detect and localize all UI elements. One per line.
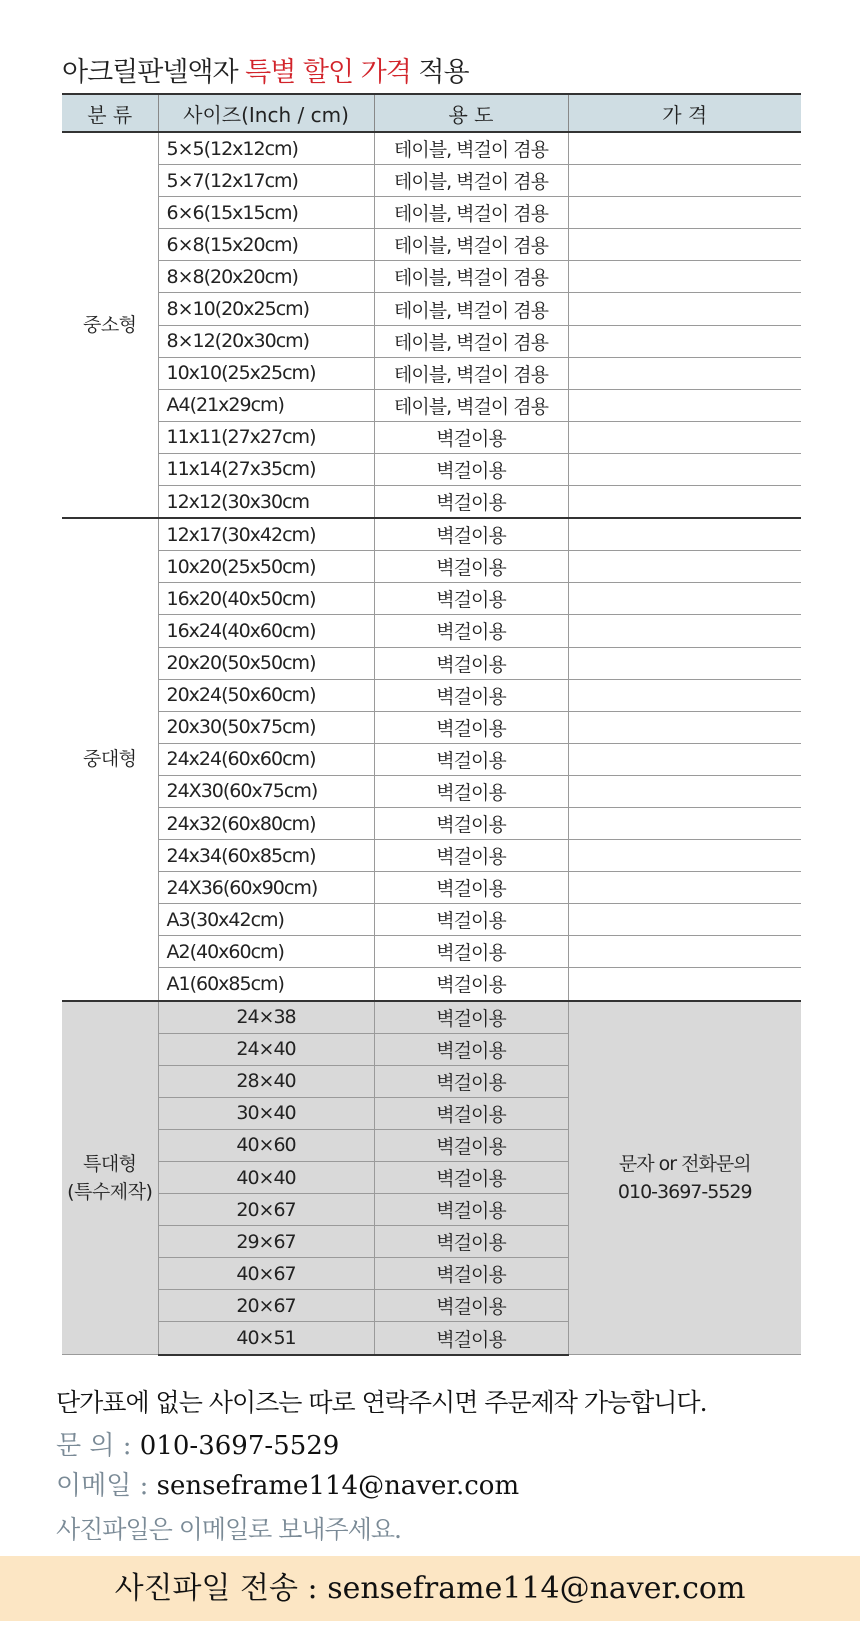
header-price: 가 격 — [568, 94, 801, 132]
price-cell — [568, 293, 801, 325]
size-cell: 40×67 — [158, 1258, 374, 1290]
table-row — [62, 807, 801, 839]
use-cell: 벽걸이용 — [374, 453, 568, 485]
category-note: (특수제작) — [67, 1180, 153, 1203]
price-cell — [568, 325, 801, 357]
size-cell: 20×67 — [158, 1290, 374, 1322]
title-prefix: 아크릴판넬액자 — [62, 57, 246, 88]
use-cell: 테이블, 벽걸이 겸용 — [374, 229, 568, 261]
use-cell: 벽걸이용 — [374, 615, 568, 647]
use-cell: 벽걸이용 — [374, 872, 568, 904]
price-cell — [568, 229, 801, 261]
use-cell: 테이블, 벽걸이 겸용 — [374, 165, 568, 197]
use-cell: 벽걸이용 — [374, 421, 568, 453]
header-category: 분 류 — [62, 94, 158, 132]
use-cell: 벽걸이용 — [374, 486, 568, 519]
header-size: 사이즈(Inch / cm) — [158, 94, 374, 132]
use-cell: 벽걸이용 — [374, 518, 568, 551]
size-cell: 30×40 — [158, 1097, 374, 1129]
table-row — [62, 679, 801, 711]
use-cell: 벽걸이용 — [374, 1258, 568, 1290]
size-cell: 24x24(60x60cm) — [158, 743, 374, 775]
price-cell — [568, 165, 801, 197]
use-cell: 벽걸이용 — [374, 551, 568, 583]
use-cell: 벽걸이용 — [374, 1290, 568, 1322]
table-row — [62, 132, 801, 165]
table-row — [62, 904, 801, 936]
use-cell: 테이블, 벽걸이 겸용 — [374, 132, 568, 165]
price-cell — [568, 968, 801, 1001]
size-cell: A4(21x29cm) — [158, 389, 374, 421]
use-cell: 벽걸이용 — [374, 679, 568, 711]
table-row — [62, 647, 801, 679]
use-cell: 벽걸이용 — [374, 807, 568, 839]
price-cell — [568, 904, 801, 936]
size-cell: A2(40x60cm) — [158, 936, 374, 968]
table-row — [62, 615, 801, 647]
price-cell — [568, 615, 801, 647]
size-cell: 6×8(15x20cm) — [158, 229, 374, 261]
table-body — [62, 132, 801, 1355]
page-title — [62, 50, 469, 89]
table-row — [62, 775, 801, 807]
use-cell: 벽걸이용 — [374, 711, 568, 743]
use-cell: 테이블, 벽걸이 겸용 — [374, 261, 568, 293]
size-cell: 40×40 — [158, 1162, 374, 1194]
use-cell: 벽걸이용 — [374, 647, 568, 679]
category-cell — [62, 1001, 158, 1355]
size-cell: 24×38 — [158, 1001, 374, 1034]
price-cell — [568, 421, 801, 453]
price-cell — [568, 583, 801, 615]
price-cell — [568, 936, 801, 968]
price-cell — [568, 775, 801, 807]
size-cell: 5×5(12x12cm) — [158, 132, 374, 165]
size-cell: 10x10(25x25cm) — [158, 357, 374, 389]
use-cell: 벽걸이용 — [374, 583, 568, 615]
use-cell: 테이블, 벽걸이 겸용 — [374, 197, 568, 229]
size-cell: 20x30(50x75cm) — [158, 711, 374, 743]
price-cell — [568, 711, 801, 743]
band-label: 사진파일 전송 : — [114, 1571, 328, 1606]
price-contact-text: 문자 or 전화문의 — [618, 1152, 751, 1175]
use-cell: 벽걸이용 — [374, 1226, 568, 1258]
price-cell — [568, 389, 801, 421]
size-cell: 12x17(30x42cm) — [158, 518, 374, 551]
size-cell: 8×12(20x30cm) — [158, 325, 374, 357]
price-cell — [568, 679, 801, 711]
price-cell — [568, 261, 801, 293]
table-row — [62, 1001, 801, 1034]
photo-transfer-band — [0, 1556, 860, 1621]
use-cell: 벽걸이용 — [374, 1065, 568, 1097]
size-cell: 20x24(50x60cm) — [158, 679, 374, 711]
notice-text: 단가표에 없는 사이즈는 따로 연락주시면 주문제작 가능합니다. — [56, 1388, 707, 1417]
table-row — [62, 551, 801, 583]
size-cell: 10x20(25x50cm) — [158, 551, 374, 583]
price-contact-phone: 010-3697-5529 — [617, 1180, 752, 1203]
price-cell — [568, 647, 801, 679]
price-contact-cell — [568, 1001, 801, 1355]
use-cell: 벽걸이용 — [374, 904, 568, 936]
table-row — [62, 583, 801, 615]
price-cell — [568, 518, 801, 551]
size-cell: 11x11(27x27cm) — [158, 421, 374, 453]
price-cell — [568, 357, 801, 389]
size-cell: 12x12(30x30cm — [158, 486, 374, 519]
use-cell: 벽걸이용 — [374, 1322, 568, 1355]
price-cell — [568, 743, 801, 775]
table-header-row — [62, 94, 801, 132]
table-row — [62, 165, 801, 197]
price-cell — [568, 872, 801, 904]
photo-note: 사진파일은 이메일로 보내주세요. — [56, 1515, 401, 1544]
use-cell: 벽걸이용 — [374, 1097, 568, 1129]
size-cell: A3(30x42cm) — [158, 904, 374, 936]
email-address: senseframe114@naver.com — [156, 1471, 520, 1501]
size-cell: 28×40 — [158, 1065, 374, 1097]
size-cell: 29×67 — [158, 1226, 374, 1258]
table-row — [62, 872, 801, 904]
use-cell: 벽걸이용 — [374, 1033, 568, 1065]
inquiry-line — [56, 1425, 339, 1462]
inquiry-phone: 010-3697-5529 — [139, 1431, 340, 1461]
use-cell: 벽걸이용 — [374, 1129, 568, 1161]
use-cell: 벽걸이용 — [374, 1162, 568, 1194]
category-cell: 중대형 — [62, 518, 158, 1000]
table-row — [62, 486, 801, 519]
size-cell: 40×60 — [158, 1129, 374, 1161]
price-cell — [568, 132, 801, 165]
header-use: 용 도 — [374, 94, 568, 132]
table-row — [62, 840, 801, 872]
size-cell: 24x34(60x85cm) — [158, 840, 374, 872]
table-row — [62, 389, 801, 421]
table-row — [62, 325, 801, 357]
price-cell — [568, 840, 801, 872]
size-cell: 24X30(60x75cm) — [158, 775, 374, 807]
table-row — [62, 936, 801, 968]
band-email: senseframe114@naver.com — [327, 1571, 746, 1606]
size-cell: 16x20(40x50cm) — [158, 583, 374, 615]
use-cell: 테이블, 벽걸이 겸용 — [374, 293, 568, 325]
table-row — [62, 518, 801, 551]
table-row — [62, 421, 801, 453]
size-cell: 20×67 — [158, 1194, 374, 1226]
table-row — [62, 968, 801, 1001]
table-row — [62, 261, 801, 293]
email-label: 이메일 : — [56, 1471, 157, 1501]
size-cell: 16x24(40x60cm) — [158, 615, 374, 647]
price-cell — [568, 486, 801, 519]
price-cell — [568, 197, 801, 229]
size-cell: 5×7(12x17cm) — [158, 165, 374, 197]
size-cell: 40×51 — [158, 1322, 374, 1355]
use-cell: 벽걸이용 — [374, 840, 568, 872]
price-table — [62, 93, 801, 1356]
use-cell: 테이블, 벽걸이 겸용 — [374, 357, 568, 389]
size-cell: 6×6(15x15cm) — [158, 197, 374, 229]
use-cell: 테이블, 벽걸이 겸용 — [374, 325, 568, 357]
table-row — [62, 357, 801, 389]
table-row — [62, 711, 801, 743]
size-cell: A1(60x85cm) — [158, 968, 374, 1001]
table-row — [62, 197, 801, 229]
use-cell: 테이블, 벽걸이 겸용 — [374, 389, 568, 421]
size-cell: 11x14(27x35cm) — [158, 453, 374, 485]
size-cell: 8×8(20x20cm) — [158, 261, 374, 293]
inquiry-label: 문 의 : — [56, 1431, 140, 1461]
title-highlight: 특별 할인 가격 — [245, 57, 411, 88]
size-cell: 8×10(20x25cm) — [158, 293, 374, 325]
category-cell: 중소형 — [62, 132, 158, 518]
table-row — [62, 743, 801, 775]
table-row — [62, 453, 801, 485]
size-cell: 24X36(60x90cm) — [158, 872, 374, 904]
use-cell: 벽걸이용 — [374, 936, 568, 968]
use-cell: 벽걸이용 — [374, 968, 568, 1001]
price-cell — [568, 453, 801, 485]
use-cell: 벽걸이용 — [374, 1194, 568, 1226]
email-line — [56, 1465, 519, 1502]
use-cell: 벽걸이용 — [374, 775, 568, 807]
table-row — [62, 293, 801, 325]
size-cell: 24x32(60x80cm) — [158, 807, 374, 839]
size-cell: 24×40 — [158, 1033, 374, 1065]
price-cell — [568, 807, 801, 839]
category-name: 특대형 — [82, 1152, 137, 1175]
title-suffix: 적용 — [410, 57, 469, 88]
use-cell: 벽걸이용 — [374, 743, 568, 775]
table-row — [62, 229, 801, 261]
use-cell: 벽걸이용 — [374, 1001, 568, 1034]
size-cell: 20x20(50x50cm) — [158, 647, 374, 679]
price-cell — [568, 551, 801, 583]
